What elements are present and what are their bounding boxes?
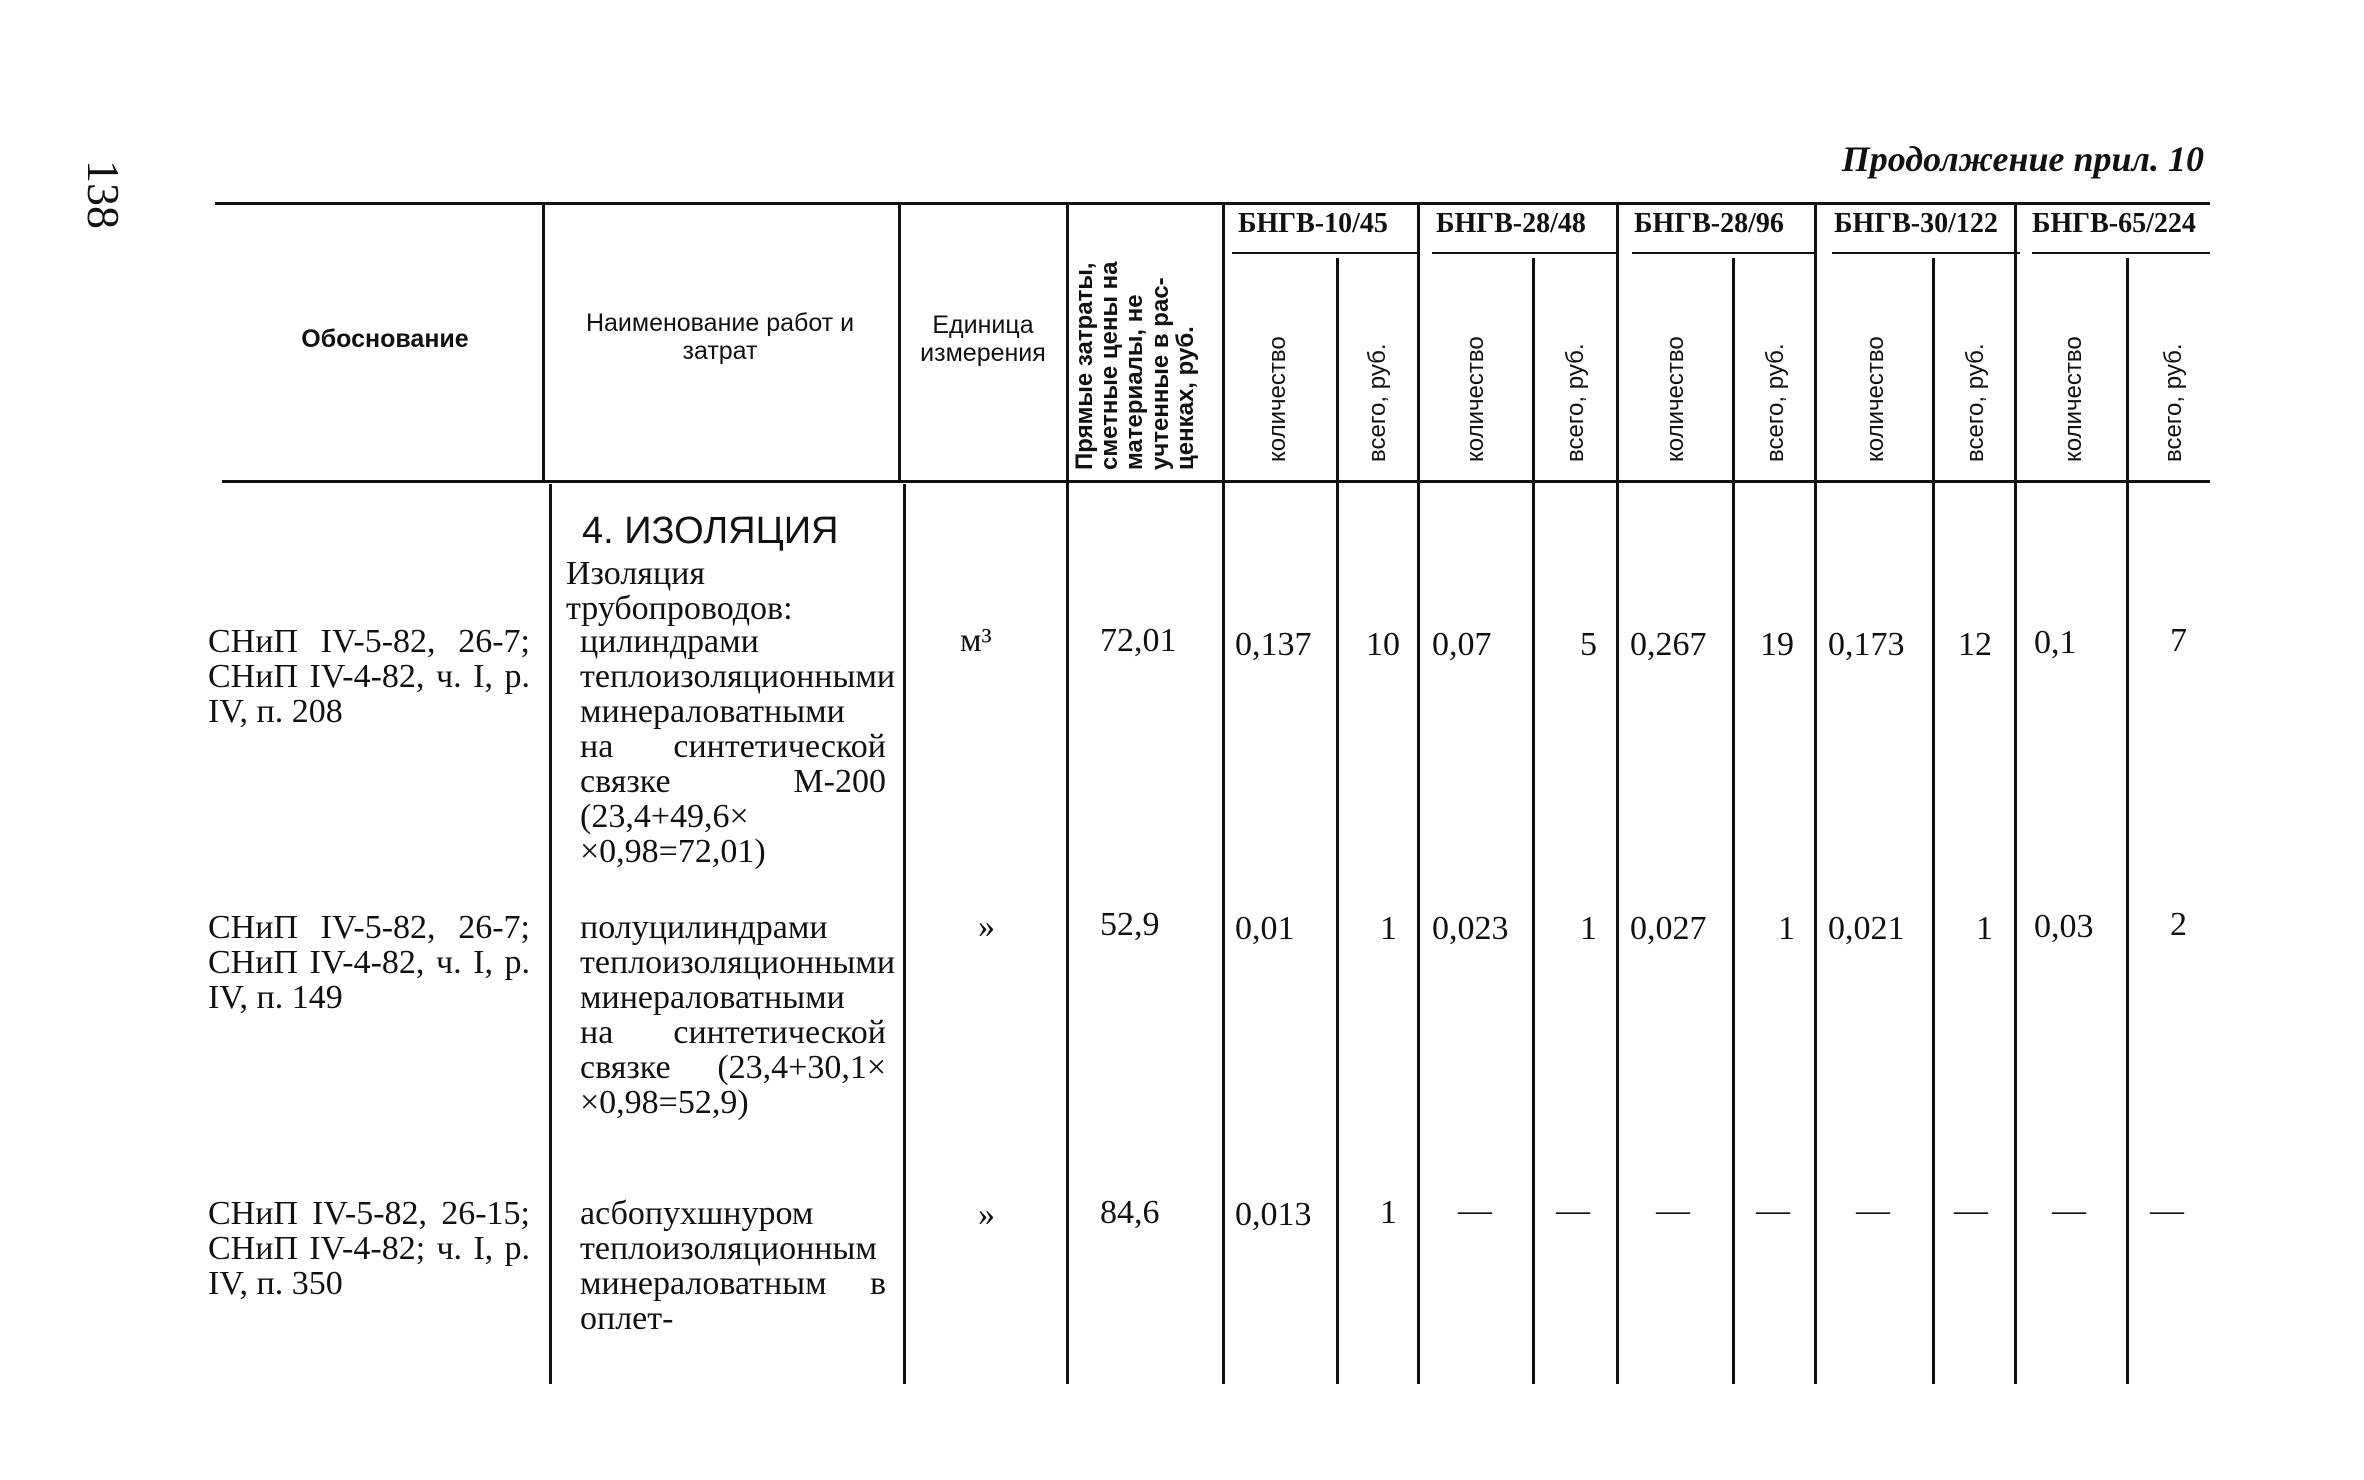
group-title-2: БНГВ-28/48 xyxy=(1436,208,1586,239)
row-3-qty-3: — xyxy=(1656,1192,1690,1229)
row-1-qty-3: 0,267 xyxy=(1630,626,1707,663)
row-1-total-2: 5 xyxy=(1580,626,1597,663)
row-1-work: цилиндрами теплоизоляционными минераловатными на синтетической связке М-200 (23,4+49,6× ×0,98=72,01) xyxy=(580,623,896,871)
subheader-total-3: всего, руб. xyxy=(1762,343,1789,462)
vline-g2-mid xyxy=(1532,258,1535,1384)
row-3-unit: » xyxy=(978,1196,995,1233)
row-3-total-4: — xyxy=(1954,1192,1988,1229)
group-title-4: БНГВ-30/122 xyxy=(1834,208,1998,239)
subheader-total-1: всего, руб. xyxy=(1364,343,1391,462)
row-2-unit: » xyxy=(978,908,995,945)
header-work-name: Наименование работ и затрат xyxy=(585,309,855,365)
page-number: 138 xyxy=(78,160,129,229)
subheader-qty-1: количество xyxy=(1264,336,1291,462)
row-3-price: 84,6 xyxy=(1100,1194,1160,1231)
group-underline-2 xyxy=(1432,252,1617,254)
row-3-basis: СНиП IV-5-82, 26-15; СНиП IV-4-82; ч. I, р. IV, п. 350 xyxy=(208,1195,530,1303)
row-1-qty-2: 0,07 xyxy=(1432,626,1492,663)
row-1-total-5: 7 xyxy=(2170,622,2187,659)
row-3-qty-4: — xyxy=(1856,1192,1890,1229)
row-1-total-1: 10 xyxy=(1366,626,1400,663)
header-unit: Единица измерения xyxy=(920,311,1046,367)
section-subtitle: Изоляция трубопроводов: xyxy=(566,555,793,628)
subheader-qty-2: количество xyxy=(1462,336,1489,462)
subheader-total-5: всего, руб. xyxy=(2160,343,2187,462)
header-direct-costs: Прямые затраты, сметные цены на материалы, не учтенные в рас-ценках, руб. xyxy=(1071,261,1199,470)
row-3-qty-5: — xyxy=(2052,1192,2086,1229)
row-2-price: 52,9 xyxy=(1100,906,1160,943)
row-2-work: полуцилиндрами теплоизоляционными минераловатными на синтетической связке (23,4+30,1× ×0,98=52,9) xyxy=(580,909,896,1122)
row-3-qty-2: — xyxy=(1458,1192,1492,1229)
row-2-total-5: 2 xyxy=(2170,906,2187,943)
vline-g4-mid xyxy=(1932,258,1935,1384)
subheader-qty-4: количество xyxy=(1862,336,1889,462)
vline-g1 xyxy=(1417,205,1420,1384)
row-3-qty-1: 0,013 xyxy=(1235,1196,1312,1233)
vline-basis-body xyxy=(549,484,552,1384)
group-title-5: БНГВ-65/224 xyxy=(2032,208,2196,239)
row-2-qty-1: 0,01 xyxy=(1235,910,1295,947)
header-basis: Обоснование xyxy=(301,325,469,353)
group-title-3: БНГВ-28/96 xyxy=(1634,208,1784,239)
group-underline-5 xyxy=(2032,252,2210,254)
row-3-total-5: — xyxy=(2150,1192,2184,1229)
group-title-1: БНГВ-10/45 xyxy=(1238,208,1388,239)
continuation-title: Продолжение прил. 10 xyxy=(1841,139,2204,179)
vline-basis xyxy=(542,205,545,480)
row-2-total-1: 1 xyxy=(1380,910,1397,947)
row-1-qty-1: 0,137 xyxy=(1235,626,1312,663)
vline-work xyxy=(898,205,901,480)
row-2-qty-3: 0,027 xyxy=(1630,910,1707,947)
vline-g4 xyxy=(2014,205,2017,1384)
row-1-basis: СНиП IV-5-82, 26-7; СНиП IV-4-82, ч. I, р. IV, п. 208 xyxy=(208,623,530,731)
vline-g2 xyxy=(1616,205,1619,1384)
subheader-qty-3: количество xyxy=(1662,336,1689,462)
vline-g5-mid xyxy=(2126,258,2129,1384)
row-1-unit: м³ xyxy=(960,622,992,659)
vline-work-body xyxy=(903,484,906,1384)
vline-g1-mid xyxy=(1336,258,1339,1384)
vline-price xyxy=(1222,205,1225,1384)
row-3-work: асбопухшнуром теплоизоляционным минераловатным в оплет- xyxy=(580,1195,886,1338)
row-3-total-3: — xyxy=(1756,1192,1790,1229)
row-2-qty-5: 0,03 xyxy=(2034,908,2094,945)
row-1-qty-4: 0,173 xyxy=(1828,626,1905,663)
row-1-price: 72,01 xyxy=(1100,622,1177,659)
row-2-total-4: 1 xyxy=(1976,910,1993,947)
row-1-total-3: 19 xyxy=(1760,626,1794,663)
subheader-total-2: всего, руб. xyxy=(1562,343,1589,462)
table-top-rule xyxy=(215,202,2210,205)
row-2-qty-4: 0,021 xyxy=(1828,910,1905,947)
row-2-total-3: 1 xyxy=(1778,910,1795,947)
row-2-total-2: 1 xyxy=(1580,910,1597,947)
group-underline-1 xyxy=(1232,252,1417,254)
group-underline-3 xyxy=(1632,252,1817,254)
row-3-total-2: — xyxy=(1556,1192,1590,1229)
subheader-qty-5: количество xyxy=(2060,336,2087,462)
row-2-basis: СНиП IV-5-82, 26-7; СНиП IV-4-82, ч. I, р. IV, п. 149 xyxy=(208,909,530,1017)
group-underline-4 xyxy=(1832,252,2020,254)
vline-g3 xyxy=(1814,205,1817,1384)
row-1-total-4: 12 xyxy=(1958,626,1992,663)
vline-unit xyxy=(1066,205,1069,1384)
subheader-total-4: всего, руб. xyxy=(1962,343,1989,462)
header-bottom-rule xyxy=(222,480,2210,483)
row-3-total-1: 1 xyxy=(1380,1194,1397,1231)
section-title: 4. ИЗОЛЯЦИЯ xyxy=(582,510,839,552)
vline-g3-mid xyxy=(1732,258,1735,1384)
row-2-qty-2: 0,023 xyxy=(1432,910,1509,947)
row-1-qty-5: 0,1 xyxy=(2034,624,2077,661)
